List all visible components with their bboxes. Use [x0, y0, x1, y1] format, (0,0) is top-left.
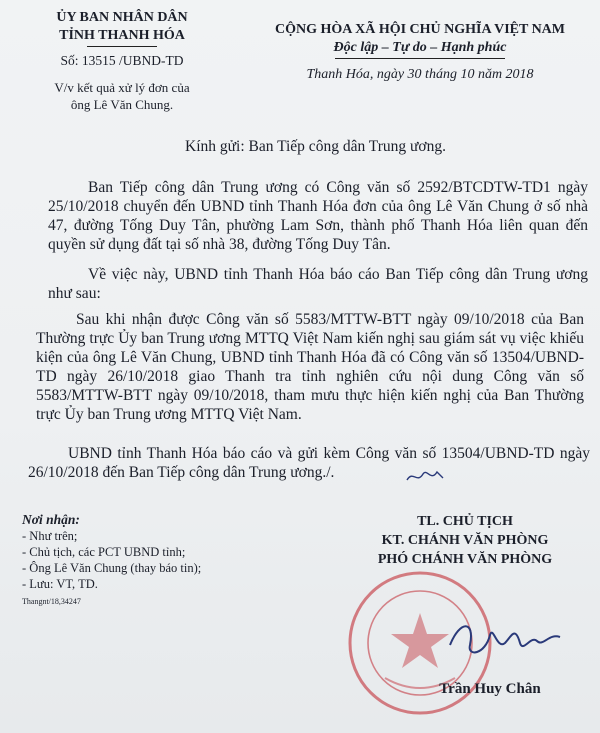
recipient-item: - Như trên;: [22, 529, 78, 543]
issuer-line-2: TỈNH THANH HÓA: [59, 28, 185, 43]
national-header: [255, 6, 585, 83]
handwritten-initial-mark: [405, 466, 445, 486]
document-number: Số: 13515 /UBND-TD: [60, 53, 184, 68]
paragraph-2: Về việc này, UBND tỉnh Thanh Hóa báo cáo Ban Tiếp công dân Trung ương như sau:: [48, 266, 588, 302]
salutation: Kính gửi: Ban Tiếp công dân Trung ương.: [185, 138, 446, 155]
subject-line-2: ông Lê Văn Chung.: [70, 97, 174, 112]
issuer-underline: [87, 46, 157, 47]
nation-name: CỘNG HÒA XÃ HỘI CHỦ NGHĨA VIỆT NAM: [274, 22, 565, 37]
signer-name: Trần Huy Chân: [439, 681, 541, 697]
reference-code: Thangnt/18,34247: [22, 597, 81, 606]
recipient-item: - Lưu: VT, TD.: [22, 577, 98, 591]
paragraph-4: UBND tỉnh Thanh Hóa báo cáo và gửi kèm Công văn số 13504/UBND-TD ngày 26/10/2018 đến Ban Tiếp công dân Trung ương./.: [28, 445, 590, 481]
issuer-line-1: ỦY BAN NHÂN DÂN: [56, 10, 188, 25]
paragraph-3: Sau khi nhận được Công văn số 5583/MTTW-BTT ngày 09/10/2018 của Ban Thường trực Ủy ban Trung ương MTTQ Việt Nam kiến nghị sau giám sát vụ việc khiếu kiện của ông Lê Văn Chung, UBND tỉnh Thanh Hóa đã có Công văn số 13504/UBND-TD ngày 26/10/2018 giao Thanh tra tỉnh nghiên cứu nội dung Công văn số 5583/MTTW-BTT ngày 09/10/2018, tham mưu thực hiện kiến nghị của Ban Thường trực Ủy ban Trung ương MTTQ Việt Nam.: [36, 311, 584, 423]
handwritten-signature: [445, 615, 565, 665]
recipients-block: [22, 512, 262, 610]
issuer-header: [22, 6, 222, 113]
subject-line-1: V/v kết quả xử lý đơn của: [54, 80, 190, 95]
signature-title-1: TL. CHỦ TỊCH: [417, 514, 513, 529]
recipients-title: Nơi nhận:: [22, 512, 80, 527]
motto-underline: [335, 58, 505, 59]
subject-line: [22, 79, 222, 113]
document-date: Thanh Hóa, ngày 30 tháng 10 năm 2018: [306, 67, 534, 82]
national-motto: Độc lập – Tự do – Hạnh phúc: [333, 40, 507, 55]
signature-block: [340, 512, 590, 569]
recipient-item: - Ông Lê Văn Chung (thay báo tin);: [22, 561, 202, 575]
signature-title-2: KT. CHÁNH VĂN PHÒNG: [381, 533, 549, 548]
paragraph-1: Ban Tiếp công dân Trung ương có Công văn số 2592/BTCDTW-TD1 ngày 25/10/2018 chuyển đến UBND tỉnh Thanh Hóa đơn của ông Lê Văn Chung ở số nhà 47, đường Tống Duy Tân, phường Lam Sơn, thành phố Thanh Hóa liên quan đến quyền sử dụng đất tại số nhà 38, đường Tống Duy Tân.: [48, 179, 588, 253]
recipient-item: - Chủ tịch, các PCT UBND tỉnh;: [22, 545, 186, 559]
signature-title-3: PHÓ CHÁNH VĂN PHÒNG: [377, 552, 553, 567]
